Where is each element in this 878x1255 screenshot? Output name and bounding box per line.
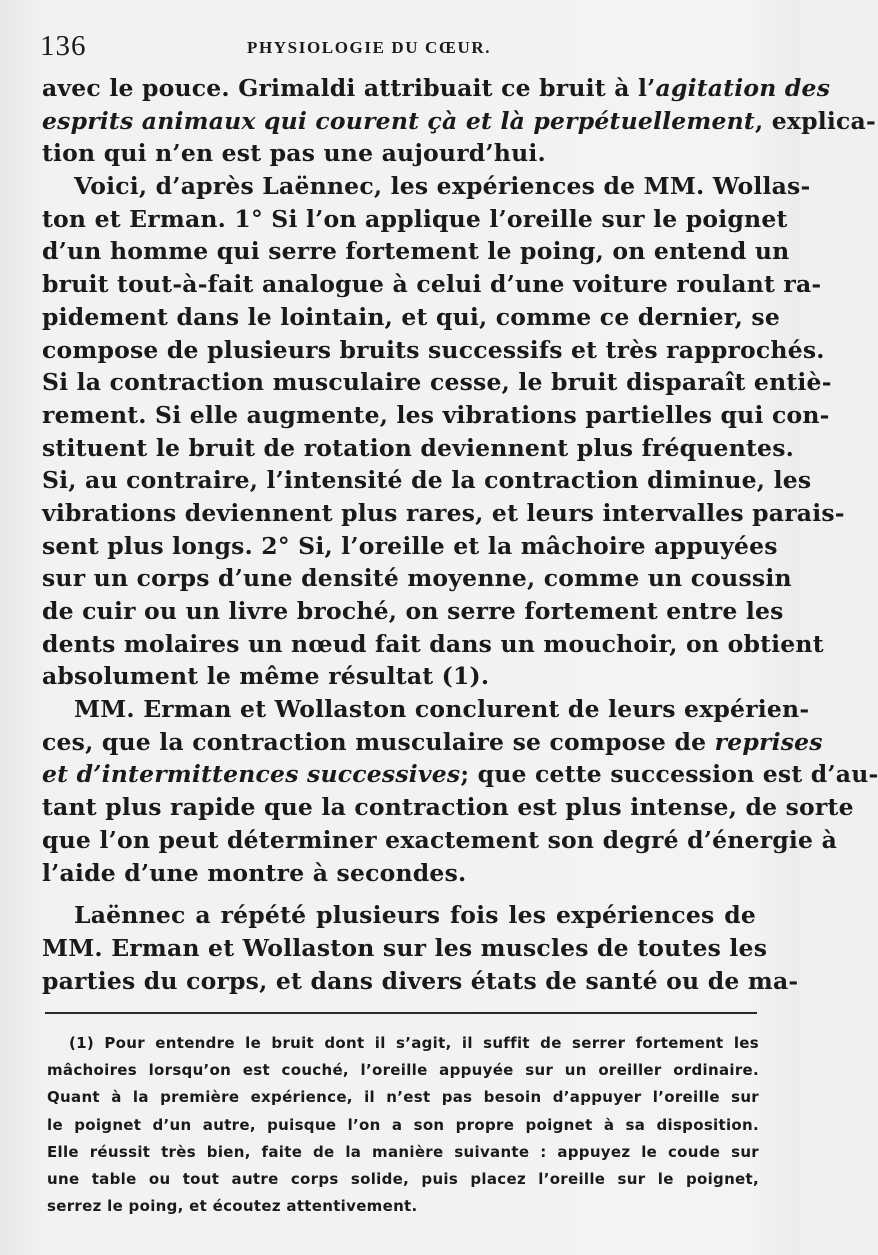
text-line: rement. Si elle augmente, les vibrations partielles qui con-	[42, 400, 830, 429]
text-line: ces, que la contraction musculaire se compose de reprises	[42, 727, 823, 756]
text-line: Si, au contraire, l’intensité de la contraction diminue, les	[42, 466, 812, 495]
text-line: absolument le même résultat (1).	[42, 662, 490, 691]
text-line: d’un homme qui serre fortement le poing, on entend un	[42, 237, 790, 266]
text-line: pidement dans le lointain, et qui, comme ce dernier, se	[42, 302, 780, 331]
page-header-title: PHYSIOLOGIE DU CŒUR.	[247, 38, 492, 57]
paragraph-gap	[42, 889, 756, 899]
text-line: tant plus rapide que la contraction est plus intense, de sorte	[42, 793, 854, 822]
text-line: esprits animaux qui courent çà et là perpétuellement, explica-	[42, 106, 876, 135]
footnote-line: mâchoires lorsqu’on est couché, l’oreille appuyée sur un oreiller ordinaire.	[47, 1061, 759, 1080]
text-line: Laënnec a répété plusieurs fois les expériences de	[74, 901, 756, 930]
text-line: avec le pouce. Grimaldi attribuait ce bruit à l’agitation des	[42, 74, 831, 102]
footnote-line: le poignet d’un autre, puisque l’on a son propre poignet à sa disposition.	[47, 1115, 759, 1134]
page-number: 136	[40, 30, 87, 62]
footnote-rule	[45, 1012, 757, 1014]
text-line: MM. Erman et Wollaston sur les muscles de toutes les	[42, 933, 768, 962]
text-line: et d’intermittences successives; que cette succession est d’au-	[42, 760, 878, 789]
text-line: que l’on peut déterminer exactement son degré d’énergie à	[42, 825, 838, 854]
text-line: sent plus longs. 2° Si, l’oreille et la mâchoire appuyées	[42, 531, 778, 560]
footnote-line: serrez le poing, et écoutez attentivement.	[47, 1197, 418, 1216]
footnote-line: une table ou tout autre corps solide, puis placez l’oreille sur le poignet,	[47, 1169, 759, 1188]
text-line: ton et Erman. 1° Si l’on applique l’oreille sur le poignet	[42, 204, 788, 233]
text-line: bruit tout-à-fait analogue à celui d’une voiture roulant ra-	[42, 270, 822, 299]
text-line: vibrations deviennent plus rares, et leurs intervalles parais-	[42, 498, 845, 527]
text-line: l’aide d’une montre à secondes.	[42, 858, 467, 887]
footnote	[47, 1030, 759, 1220]
text-line: stituent le bruit de rotation deviennent plus fréquentes.	[42, 433, 795, 462]
text-line: Voici, d’après Laënnec, les expériences de MM. Wollas-	[74, 172, 811, 201]
footnote-line: Quant à la première expérience, il n’est pas besoin d’appuyer l’oreille sur	[47, 1088, 759, 1107]
text-line: de cuir ou un livre broché, on serre fortement entre les	[42, 597, 784, 625]
text-line: dents molaires un nœud fait dans un mouchoir, on obtient	[42, 629, 824, 658]
text-line: tion qui n’en est pas une aujourd’hui.	[42, 139, 546, 168]
body-text	[42, 72, 878, 997]
footnote-line: (1) Pour entendre le bruit dont il s’agit, il suffit de serrer fortement les	[69, 1034, 759, 1052]
text-line: Si la contraction musculaire cesse, le bruit disparaît entiè-	[42, 368, 832, 397]
text-line: compose de plusieurs bruits successifs et très rapprochés.	[42, 335, 825, 364]
running-head	[40, 30, 760, 62]
text-line: sur un corps d’une densité moyenne, comme un coussin	[42, 564, 792, 593]
text-line: MM. Erman et Wollaston conclurent de leurs expérien-	[74, 695, 810, 724]
text-line: parties du corps, et dans divers états de santé ou de ma-	[42, 966, 799, 995]
footnote-line: Elle réussit très bien, faite de la manière suivante : appuyez le coude sur	[47, 1142, 759, 1161]
